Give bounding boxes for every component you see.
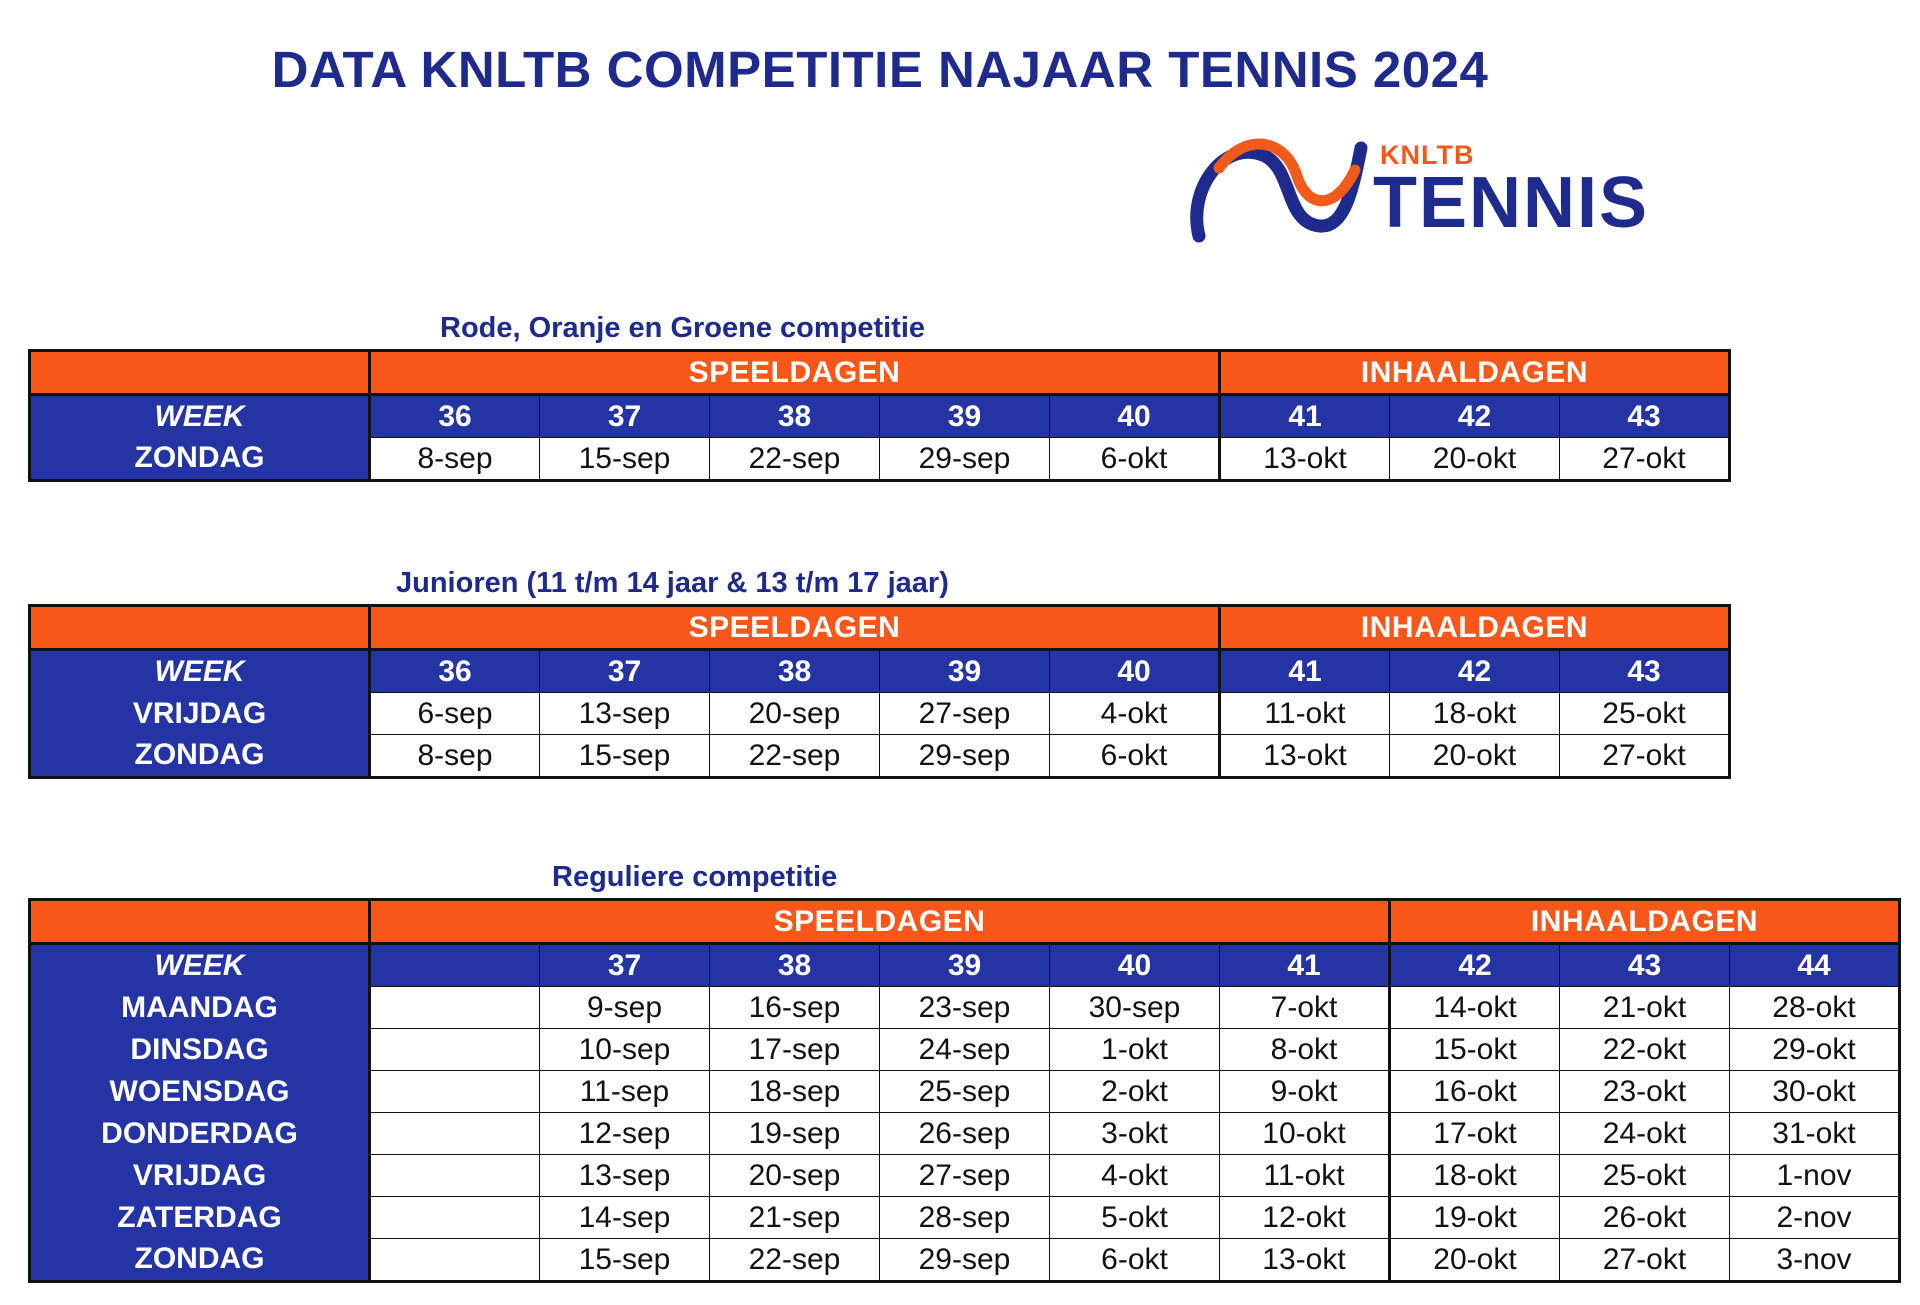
week-number: 41	[1220, 944, 1390, 987]
week-number: 39	[880, 650, 1050, 693]
speeldagen-header: SPEELDAGEN	[370, 606, 1220, 650]
date-cell: 13-okt	[1220, 438, 1390, 481]
week-row	[30, 650, 1730, 693]
inhaaldagen-header: INHAALDAGEN	[1220, 606, 1730, 650]
date-cell: 20-okt	[1390, 438, 1560, 481]
page-title: DATA KNLTB COMPETITIE NAJAAR TENNIS 2024	[271, 41, 1489, 98]
date-cell: 21-okt	[1560, 987, 1730, 1029]
date-cell: 27-sep	[880, 693, 1050, 735]
day-label: MAANDAG	[30, 987, 370, 1029]
date-cell: 6-okt	[1050, 438, 1220, 481]
date-cell: 31-okt	[1730, 1113, 1900, 1155]
date-cell: 26-sep	[880, 1113, 1050, 1155]
date-cell: 21-sep	[710, 1197, 880, 1239]
week-number: 42	[1390, 395, 1560, 438]
date-cell: 3-nov	[1730, 1239, 1900, 1282]
date-cell: 27-sep	[880, 1155, 1050, 1197]
date-cell: 16-sep	[710, 987, 880, 1029]
date-cell: 29-sep	[880, 1239, 1050, 1282]
day-label: DINSDAG	[30, 1029, 370, 1071]
date-cell: 14-okt	[1390, 987, 1560, 1029]
date-cell: 19-sep	[710, 1113, 880, 1155]
date-cell: 30-sep	[1050, 987, 1220, 1029]
date-cell: 25-okt	[1560, 1155, 1730, 1197]
date-cell: 27-okt	[1560, 1239, 1730, 1282]
date-cell: 17-sep	[710, 1029, 880, 1071]
week-number: 42	[1390, 650, 1560, 693]
week-row	[30, 395, 1730, 438]
header-band-row	[30, 606, 1730, 650]
header-corner	[30, 900, 370, 944]
date-cell: 8-okt	[1220, 1029, 1390, 1071]
date-cell: 6-okt	[1050, 1239, 1220, 1282]
week-number: 41	[1220, 395, 1390, 438]
date-cell: 27-okt	[1560, 735, 1730, 778]
date-cell: 22-okt	[1560, 1029, 1730, 1071]
table-row	[30, 1029, 1900, 1071]
day-label: ZONDAG	[30, 438, 370, 481]
week-number: 42	[1390, 944, 1560, 987]
date-cell: 2-okt	[1050, 1071, 1220, 1113]
date-cell: 26-okt	[1560, 1197, 1730, 1239]
empty-cell	[370, 1113, 540, 1155]
date-cell: 13-okt	[1220, 1239, 1390, 1282]
date-cell: 25-okt	[1560, 693, 1730, 735]
header-band-row	[30, 351, 1730, 395]
date-cell: 9-okt	[1220, 1071, 1390, 1113]
day-label: VRIJDAG	[30, 693, 370, 735]
header-corner	[30, 351, 370, 395]
date-cell: 10-sep	[540, 1029, 710, 1071]
day-label: ZONDAG	[30, 735, 370, 778]
date-cell: 2-nov	[1730, 1197, 1900, 1239]
date-cell: 12-sep	[540, 1113, 710, 1155]
week-number: 41	[1220, 650, 1390, 693]
date-cell: 24-okt	[1560, 1113, 1730, 1155]
date-cell: 7-okt	[1220, 987, 1390, 1029]
table-row	[30, 1155, 1900, 1197]
day-label: ZONDAG	[30, 1239, 370, 1282]
date-cell: 10-okt	[1220, 1113, 1390, 1155]
speeldagen-header: SPEELDAGEN	[370, 900, 1390, 944]
date-cell: 23-sep	[880, 987, 1050, 1029]
week-number: 36	[370, 395, 540, 438]
date-cell: 20-okt	[1390, 1239, 1560, 1282]
week-number: 36	[370, 650, 540, 693]
table-row	[30, 1239, 1900, 1282]
date-cell: 8-sep	[370, 735, 540, 778]
date-cell: 18-sep	[710, 1071, 880, 1113]
week-label: WEEK	[30, 395, 370, 438]
schedule-table-junioren	[28, 604, 1731, 779]
knltb-tennis-logo	[1185, 128, 1650, 248]
empty-cell	[370, 1071, 540, 1113]
schedule-table-mini	[28, 349, 1731, 482]
table-caption-junioren: Junioren (11 t/m 14 jaar & 13 t/m 17 jaar)	[396, 567, 949, 599]
week-label: WEEK	[30, 650, 370, 693]
week-number: 43	[1560, 395, 1730, 438]
week-number: 37	[540, 395, 710, 438]
date-cell: 25-sep	[880, 1071, 1050, 1113]
empty-cell	[370, 1239, 540, 1282]
table-row	[30, 1197, 1900, 1239]
date-cell: 18-okt	[1390, 693, 1560, 735]
tennis-swoosh-icon	[1185, 128, 1375, 248]
date-cell: 8-sep	[370, 438, 540, 481]
date-cell: 13-sep	[540, 1155, 710, 1197]
date-cell: 11-okt	[1220, 693, 1390, 735]
table-caption-mini: Rode, Oranje en Groene competitie	[440, 312, 926, 344]
week-number: 38	[710, 395, 880, 438]
date-cell: 28-sep	[880, 1197, 1050, 1239]
week-number	[370, 944, 540, 987]
date-cell: 23-okt	[1560, 1071, 1730, 1113]
date-cell: 20-okt	[1390, 735, 1560, 778]
date-cell: 15-sep	[540, 438, 710, 481]
date-cell: 22-sep	[710, 735, 880, 778]
week-number: 40	[1050, 395, 1220, 438]
date-cell: 22-sep	[710, 1239, 880, 1282]
date-cell: 24-sep	[880, 1029, 1050, 1071]
date-cell: 20-sep	[710, 693, 880, 735]
date-cell: 16-okt	[1390, 1071, 1560, 1113]
date-cell: 28-okt	[1730, 987, 1900, 1029]
week-number: 39	[880, 395, 1050, 438]
date-cell: 1-okt	[1050, 1029, 1220, 1071]
table-row	[30, 735, 1730, 778]
logo-tennis-text: TENNIS	[1373, 163, 1650, 243]
date-cell: 14-sep	[540, 1197, 710, 1239]
date-cell: 5-okt	[1050, 1197, 1220, 1239]
day-label: WOENSDAG	[30, 1071, 370, 1113]
date-cell: 18-okt	[1390, 1155, 1560, 1197]
week-number: 44	[1730, 944, 1900, 987]
week-number: 40	[1050, 650, 1220, 693]
date-cell: 6-okt	[1050, 735, 1220, 778]
date-cell: 29-sep	[880, 735, 1050, 778]
week-number: 40	[1050, 944, 1220, 987]
header-band-row	[30, 900, 1900, 944]
week-number: 38	[710, 650, 880, 693]
date-cell: 13-sep	[540, 693, 710, 735]
table-row	[30, 987, 1900, 1029]
date-cell: 12-okt	[1220, 1197, 1390, 1239]
speeldagen-header: SPEELDAGEN	[370, 351, 1220, 395]
week-number: 43	[1560, 944, 1730, 987]
date-cell: 22-sep	[710, 438, 880, 481]
day-label: ZATERDAG	[30, 1197, 370, 1239]
date-cell: 29-okt	[1730, 1029, 1900, 1071]
week-number: 43	[1560, 650, 1730, 693]
week-number: 38	[710, 944, 880, 987]
date-cell: 11-sep	[540, 1071, 710, 1113]
date-cell: 4-okt	[1050, 693, 1220, 735]
week-number: 37	[540, 944, 710, 987]
schedule-table-regulier	[28, 898, 1901, 1283]
date-cell: 30-okt	[1730, 1071, 1900, 1113]
table-row	[30, 438, 1730, 481]
inhaaldagen-header: INHAALDAGEN	[1390, 900, 1900, 944]
date-cell: 9-sep	[540, 987, 710, 1029]
empty-cell	[370, 1029, 540, 1071]
date-cell: 15-sep	[540, 735, 710, 778]
date-cell: 17-okt	[1390, 1113, 1560, 1155]
date-cell: 15-sep	[540, 1239, 710, 1282]
table-row	[30, 1071, 1900, 1113]
date-cell: 3-okt	[1050, 1113, 1220, 1155]
empty-cell	[370, 1155, 540, 1197]
table-row	[30, 693, 1730, 735]
empty-cell	[370, 1197, 540, 1239]
date-cell: 1-nov	[1730, 1155, 1900, 1197]
date-cell: 6-sep	[370, 693, 540, 735]
day-label: VRIJDAG	[30, 1155, 370, 1197]
date-cell: 11-okt	[1220, 1155, 1390, 1197]
date-cell: 29-sep	[880, 438, 1050, 481]
regulier-body	[30, 987, 1900, 1282]
empty-cell	[370, 987, 540, 1029]
date-cell: 13-okt	[1220, 735, 1390, 778]
date-cell: 20-sep	[710, 1155, 880, 1197]
date-cell: 27-okt	[1560, 438, 1730, 481]
date-cell: 4-okt	[1050, 1155, 1220, 1197]
logo-knltb-text: KNLTB	[1380, 140, 1475, 170]
header-corner	[30, 606, 370, 650]
inhaaldagen-header: INHAALDAGEN	[1220, 351, 1730, 395]
day-label: DONDERDAG	[30, 1113, 370, 1155]
week-number: 37	[540, 650, 710, 693]
date-cell: 15-okt	[1390, 1029, 1560, 1071]
week-label: WEEK	[30, 944, 370, 987]
table-caption-regulier: Reguliere competitie	[552, 861, 838, 893]
date-cell: 19-okt	[1390, 1197, 1560, 1239]
week-number: 39	[880, 944, 1050, 987]
table-row	[30, 1113, 1900, 1155]
week-row	[30, 944, 1900, 987]
